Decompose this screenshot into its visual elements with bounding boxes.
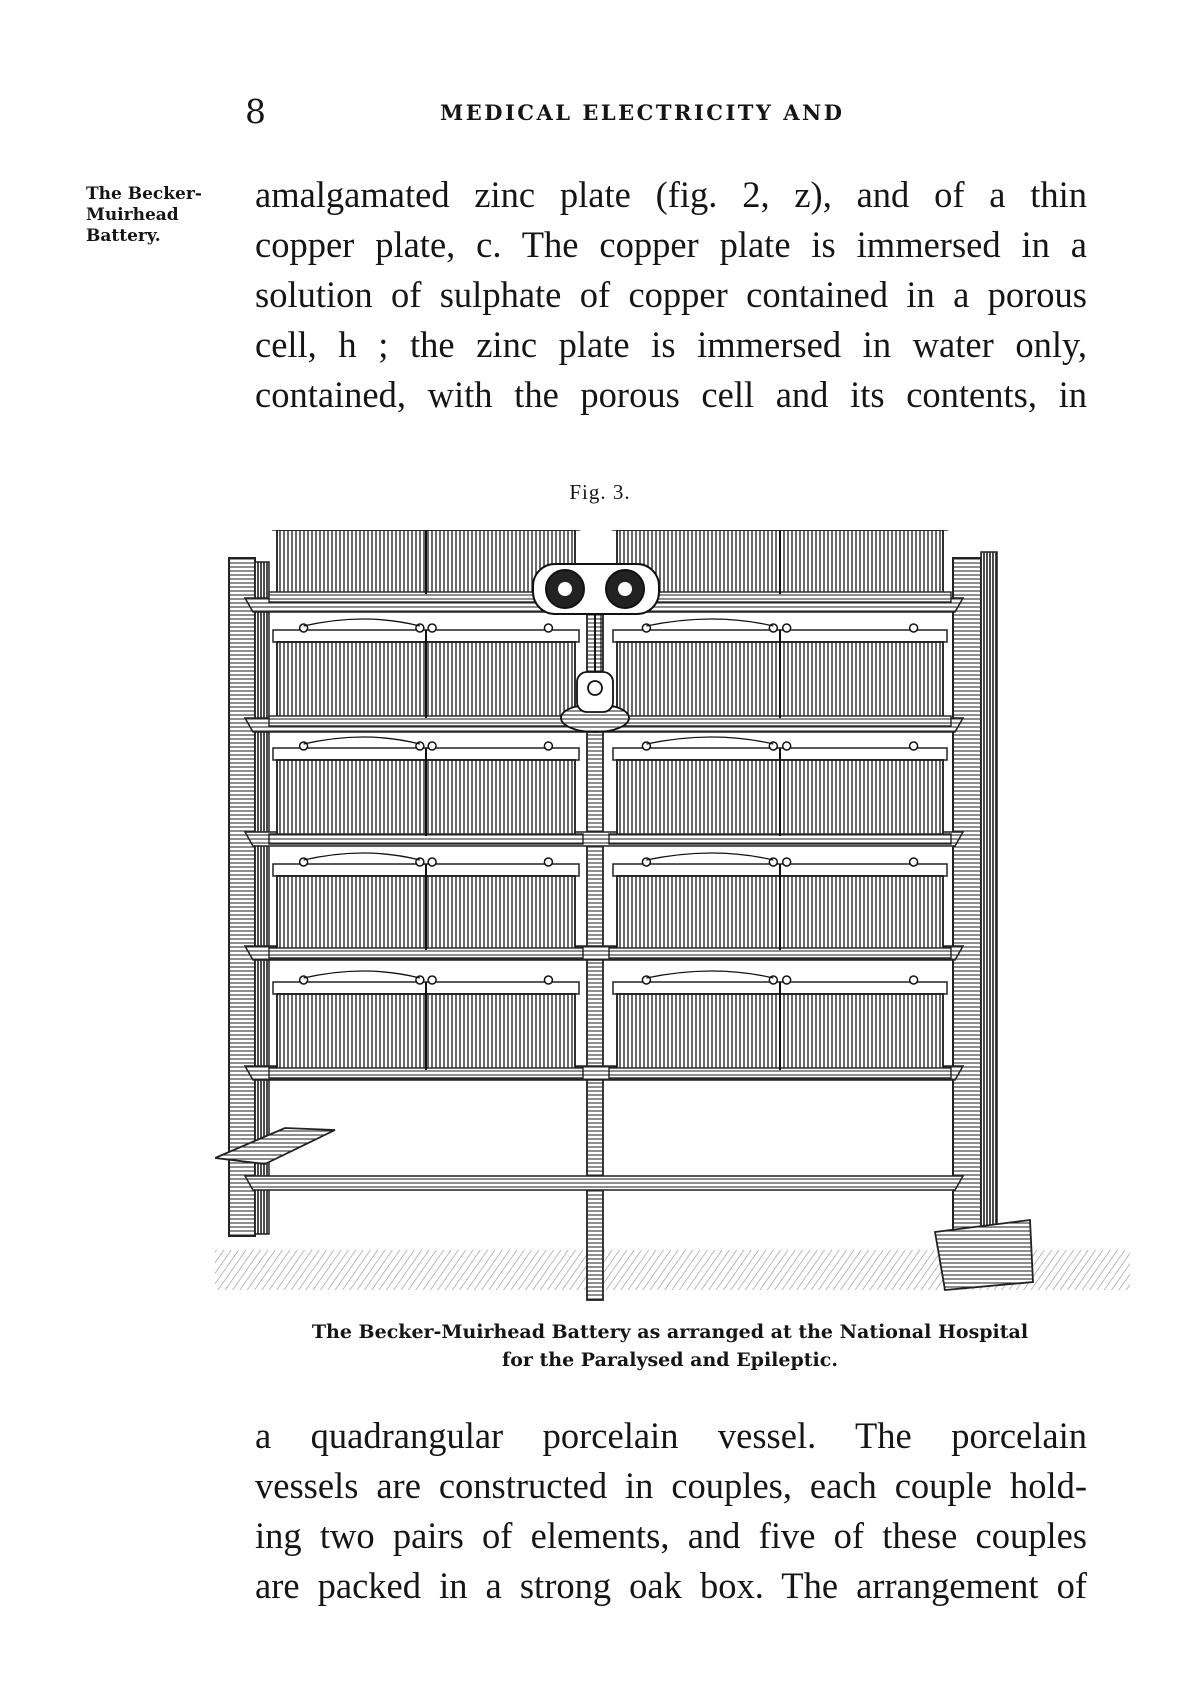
text-line: vessels are constructed in couples, each couple hold- [255,1465,1087,1506]
battery-illustration [215,530,1130,1310]
terminal-knob [910,976,918,984]
left-upright-side [255,562,269,1234]
terminal-knob [910,858,918,866]
caption-line: The Becker-Muirhead Battery as arranged at the National Hospital [311,1321,1029,1343]
text-line: copper plate, c. The copper plate is immersed in a [255,224,1087,265]
figure-label: Fig. 3. [569,480,631,504]
right-reel-hub-icon [618,582,632,596]
right-foot [935,1220,1033,1290]
terminal-knob [783,742,791,750]
wire [304,737,420,744]
wire [304,853,420,860]
battery-box [609,853,951,958]
text-line: solution of sulphate of copper contained in a porous [255,274,1087,315]
margin-note-line: Muirhead [86,205,179,225]
caption-line: for the Paralysed and Epileptic. [502,1349,838,1371]
left-upright [229,558,255,1236]
wire [304,971,420,978]
text-line: cell, h ; the zinc plate is immersed in water only, [255,324,1087,365]
battery-box [269,619,583,726]
page-number: 8 [245,92,266,131]
shelf-board [245,1176,963,1190]
paragraph-bottom [255,1411,1087,1611]
battery-box [609,737,951,844]
figure-caption [260,1318,1080,1374]
text-line: are packed in a strong oak box. The arrangement of [255,1565,1087,1606]
running-head: MEDICAL ELECTRICITY AND [440,100,845,125]
margin-note-line: Battery. [86,226,161,246]
wire [646,737,773,744]
battery-box [269,971,583,1078]
terminal-knob [544,858,552,866]
wire [646,619,773,626]
page-header [0,92,1200,132]
text-line: ing two pairs of elements, and five of these couples [255,1515,1087,1556]
terminal-knob [910,624,918,632]
terminal-knob [428,976,436,984]
battery-engraving [215,530,1130,1310]
terminal-knob [428,742,436,750]
terminal-knob [428,624,436,632]
right-upright-side [981,552,997,1252]
text-line: amalgamated zinc plate (fig. 2, z), and of a thin [255,174,1087,215]
text-line: contained, with the porous cell and its contents, in [255,374,1087,415]
terminal-knob [783,624,791,632]
wire [646,971,773,978]
terminal-knob [428,858,436,866]
battery-box [269,737,583,844]
terminal-knob [783,976,791,984]
right-upright [953,558,981,1236]
battery-box [609,530,951,602]
text-line: a quadrangular porcelain vessel. The porcelain [255,1415,1087,1456]
paragraph-top [255,170,1087,420]
terminal-knob [544,976,552,984]
wire [304,619,420,626]
left-reel-hub-icon [558,582,572,596]
margin-note [86,184,226,247]
battery-box [609,971,951,1078]
terminal-knob [910,742,918,750]
margin-note-line: The Becker- [86,184,202,204]
battery-box [609,619,951,726]
terminal-knob [544,742,552,750]
terminal-knob [544,624,552,632]
battery-box [269,853,583,958]
terminal-knob [783,858,791,866]
commutator-knob-icon [588,681,602,695]
wire [646,853,773,860]
